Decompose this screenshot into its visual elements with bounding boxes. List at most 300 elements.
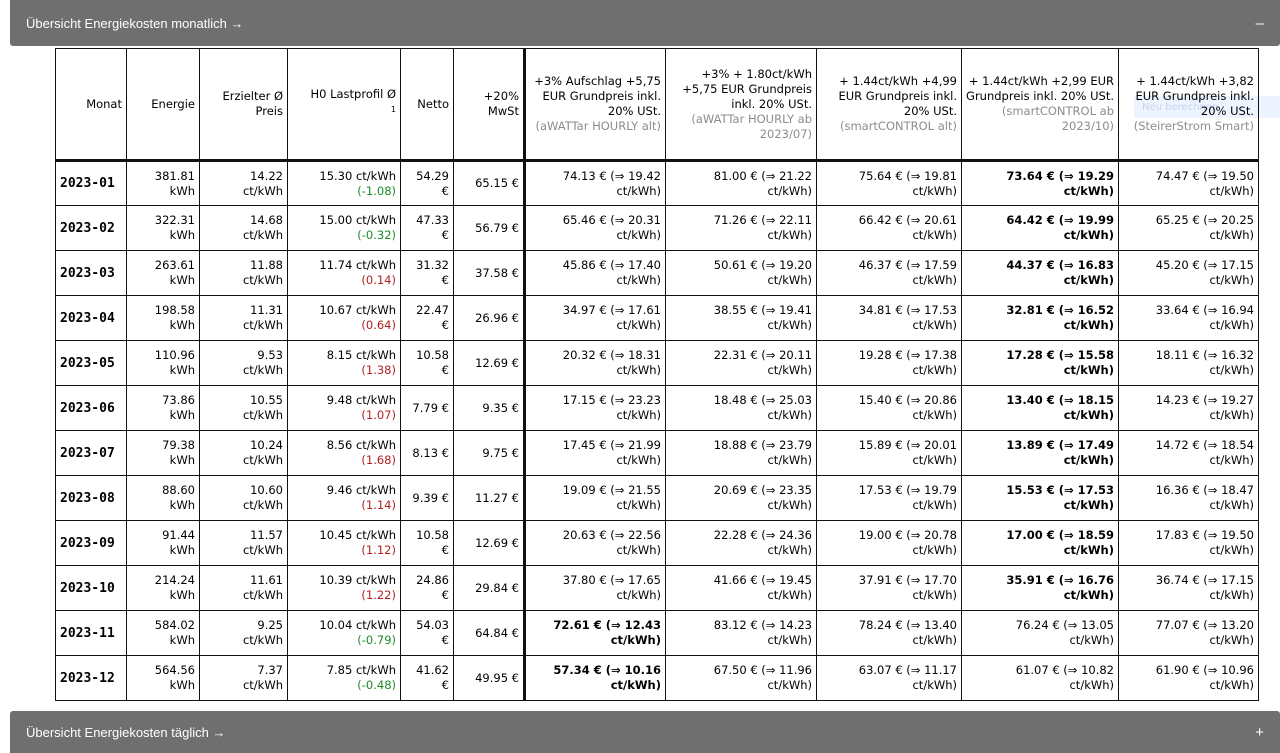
tariff-desc: + 1.44ct/kWh +4,99 EUR Grundpreis inkl. 20% USt. (838, 74, 957, 118)
tariff-cost-cell-value: 13.40 € (⇒ 18.15 (1006, 393, 1114, 407)
netto-cell (401, 566, 454, 611)
h0-value: 7.85 ct/kWh (326, 663, 396, 677)
tariff-cost-cell (962, 341, 1119, 386)
tariff-cost-cell-value: 38.55 € (⇒ 19.41 (713, 303, 812, 317)
tariff-cost-cell-value: 22.28 € (⇒ 24.36 (713, 528, 812, 542)
netto-cell-unit: € (441, 363, 449, 377)
tariff-cost-cell-value: 67.50 € (⇒ 11.96 (713, 663, 812, 677)
energy-cell-value: 214.24 (154, 573, 195, 587)
price-cell (200, 161, 288, 206)
tariff-cost-cell (666, 341, 817, 386)
energy-cell-value: 263.61 (154, 258, 195, 272)
tariff-cost-cell (666, 656, 817, 701)
netto-cell (401, 341, 454, 386)
col-header-netto: Netto (401, 49, 454, 161)
price-cell (200, 431, 288, 476)
h0-delta: (1.07) (361, 408, 396, 422)
tariff-cost-cell-value: 22.31 € (⇒ 20.11 (713, 348, 812, 362)
table-row (56, 296, 1259, 341)
price-cell-unit: ct/kWh (242, 678, 283, 692)
tariff-cost-cell-value: 45.86 € (⇒ 17.40 (562, 258, 661, 272)
tariff-cost-cell-unit: ct/kWh) (1063, 228, 1114, 242)
mwst-cell: 37.58 € (454, 251, 525, 296)
table-row (56, 251, 1259, 296)
energy-cell-unit: kWh (169, 183, 195, 198)
netto-cell-value: 31.32 (416, 258, 449, 272)
tariff-cost-cell-value: 77.07 € (⇒ 13.20 (1155, 618, 1254, 632)
tariff-name: (aWATTar HOURLY ab 2023/07) (691, 111, 812, 141)
tariff-cost-cell-value: 81.00 € (⇒ 21.22 (713, 168, 812, 183)
h0-cell (288, 206, 401, 251)
tariff-cost-cell-unit: ct/kWh) (1063, 408, 1114, 422)
mwst-cell: 56.79 € (454, 206, 525, 251)
h0-label: H0 Lastprofil Ø (310, 87, 396, 102)
table-row (56, 611, 1259, 656)
month-cell: 2023-02 (56, 206, 127, 251)
tariff-cost-cell (525, 656, 666, 701)
tariff-cost-cell-value: 65.25 € (⇒ 20.25 (1155, 213, 1254, 227)
tariff-cost-cell-unit: ct/kWh) (616, 498, 661, 512)
tariff-cost-cell-unit: ct/kWh) (1209, 228, 1254, 242)
mwst-cell: 9.75 € (454, 431, 525, 476)
tariff-cost-cell-value: 57.34 € (⇒ 10.16 (553, 663, 661, 677)
h0-value: 11.74 ct/kWh (319, 258, 396, 272)
h0-value: 10.67 ct/kWh (319, 303, 396, 317)
tariff-cost-cell (525, 611, 666, 656)
daily-overview-title[interactable]: Übersicht Energiekosten täglich → (26, 724, 226, 740)
tariff-cost-cell-unit: ct/kWh) (616, 588, 661, 602)
monthly-cost-table (55, 48, 1259, 701)
col-header-tariff (525, 49, 666, 161)
tariff-cost-cell (525, 296, 666, 341)
energy-cell-value: 79.38 (162, 438, 195, 452)
netto-cell-value: 24.86 (416, 573, 449, 587)
tariff-cost-cell (666, 476, 817, 521)
price-cell (200, 476, 288, 521)
daily-overview-header[interactable] (10, 711, 1280, 753)
netto-cell-unit: € (441, 318, 449, 332)
netto-cell (401, 521, 454, 566)
tariff-cost-cell-unit: ct/kWh) (912, 228, 957, 242)
tariff-cost-cell-value: 64.42 € (⇒ 19.99 (1006, 213, 1114, 227)
tariff-cost-cell-unit: ct/kWh) (1063, 363, 1114, 377)
tariff-cost-cell-value: 18.88 € (⇒ 23.79 (713, 438, 812, 452)
energy-cell-unit: kWh (169, 588, 195, 602)
tariff-cost-cell-unit: ct/kWh) (1063, 453, 1114, 467)
tariff-cost-cell (666, 386, 817, 431)
tariff-cost-cell-value: 33.64 € (⇒ 16.94 (1155, 303, 1254, 317)
col-header-tariff (1119, 49, 1259, 161)
tariff-cost-cell-unit: ct/kWh) (1209, 678, 1254, 692)
tariff-cost-cell (666, 206, 817, 251)
netto-cell-unit: € (441, 543, 449, 557)
netto-cell-unit: € (441, 273, 449, 287)
tariff-cost-cell (666, 521, 817, 566)
h0-value: 8.15 ct/kWh (326, 348, 396, 362)
tariff-cost-cell-value: 15.89 € (⇒ 20.01 (858, 438, 957, 452)
tariff-desc: +3% Aufschlag +5,75 EUR Grundpreis inkl. 20% USt. (534, 74, 661, 118)
tariff-cost-cell-unit: ct/kWh) (616, 183, 661, 198)
h0-value: 10.04 ct/kWh (319, 618, 396, 632)
tariff-cost-cell-value: 44.37 € (⇒ 16.83 (1006, 258, 1114, 272)
expand-icon[interactable]: + (1255, 723, 1264, 741)
col-header-h0 (288, 49, 401, 161)
tariff-cost-cell-value: 19.28 € (⇒ 17.38 (858, 348, 957, 362)
tariff-cost-cell-value: 75.64 € (⇒ 19.81 (858, 168, 957, 183)
energy-cell-value: 73.86 (162, 393, 195, 407)
tariff-cost-cell (1119, 611, 1259, 656)
tariff-cost-cell (525, 251, 666, 296)
tariff-cost-cell (666, 161, 817, 206)
energy-cell-unit: kWh (169, 678, 195, 692)
price-cell-value: 10.60 (250, 483, 283, 497)
h0-cell (288, 476, 401, 521)
tariff-cost-cell-unit: ct/kWh) (767, 678, 812, 692)
netto-cell-value: 54.29 (416, 168, 449, 183)
tariff-cost-cell (666, 251, 817, 296)
tariff-cost-cell-unit: ct/kWh) (767, 183, 812, 198)
table-row (56, 476, 1259, 521)
netto-cell-value: 10.58 (416, 348, 449, 362)
h0-cell (288, 656, 401, 701)
col-header-preis: Erzielter Ø Preis (200, 49, 288, 161)
tariff-cost-cell-value: 34.97 € (⇒ 17.61 (562, 303, 661, 317)
tariff-cost-cell (666, 611, 817, 656)
tariff-cost-cell-value: 72.61 € (⇒ 12.43 (553, 618, 661, 632)
h0-value: 10.39 ct/kWh (319, 573, 396, 587)
price-cell-value: 11.31 (250, 303, 283, 317)
tariff-cost-cell-unit: ct/kWh) (767, 363, 812, 377)
netto-cell-unit: € (441, 633, 449, 647)
tariff-cost-cell-unit: ct/kWh) (1209, 183, 1254, 198)
mwst-cell: 12.69 € (454, 521, 525, 566)
tariff-cost-cell (817, 611, 962, 656)
netto-cell (401, 251, 454, 296)
tariff-cost-cell-unit: ct/kWh) (616, 318, 661, 332)
tariff-cost-cell (525, 566, 666, 611)
price-cell-unit: ct/kWh (242, 318, 283, 332)
collapse-icon[interactable]: – (1255, 14, 1264, 32)
tariff-cost-cell-value: 20.32 € (⇒ 18.31 (562, 348, 661, 362)
mwst-cell: 12.69 € (454, 341, 525, 386)
h0-delta: (-1.08) (357, 183, 396, 198)
price-cell-unit: ct/kWh (242, 633, 283, 647)
tariff-cost-cell (1119, 386, 1259, 431)
tariff-cost-cell-unit: ct/kWh) (912, 183, 957, 198)
h0-delta: (0.64) (361, 318, 396, 332)
energy-cell (127, 341, 200, 386)
h0-delta: (1.68) (361, 453, 396, 467)
energy-cell (127, 611, 200, 656)
mwst-cell: 9.35 € (454, 386, 525, 431)
price-cell-value: 9.25 (257, 618, 283, 632)
tariff-cost-cell-unit: ct/kWh) (616, 408, 661, 422)
table-header-row (56, 49, 1259, 161)
tariff-cost-cell (817, 521, 962, 566)
month-cell: 2023-11 (56, 611, 127, 656)
tariff-cost-cell (1119, 161, 1259, 206)
tariff-cost-cell (817, 476, 962, 521)
tariff-cost-cell (1119, 431, 1259, 476)
tariff-cost-cell-value: 19.09 € (⇒ 21.55 (562, 483, 661, 497)
price-cell-unit: ct/kWh (242, 183, 283, 198)
tariff-cost-cell-unit: ct/kWh) (767, 273, 812, 287)
tariff-name: (aWATTar HOURLY alt) (535, 119, 661, 133)
tariff-cost-cell (1119, 251, 1259, 296)
price-cell-unit: ct/kWh (242, 453, 283, 467)
table-row (56, 656, 1259, 701)
tariff-cost-cell-unit: ct/kWh) (767, 498, 812, 512)
tariff-cost-cell (525, 521, 666, 566)
col-header-tariff (962, 49, 1119, 161)
price-cell-value: 10.55 (250, 393, 283, 407)
tariff-cost-cell-value: 45.20 € (⇒ 17.15 (1155, 258, 1254, 272)
netto-cell-unit: € (441, 588, 449, 602)
tariff-cost-cell-value: 32.81 € (⇒ 16.52 (1006, 303, 1114, 317)
price-cell-unit: ct/kWh (242, 408, 283, 422)
h0-delta: (-0.79) (357, 633, 396, 647)
energy-cell-value: 381.81 (154, 168, 195, 183)
tariff-cost-cell (666, 431, 817, 476)
tariff-cost-cell-unit: ct/kWh) (1063, 318, 1114, 332)
tariff-cost-cell (1119, 566, 1259, 611)
tariff-cost-cell-value: 17.28 € (⇒ 15.58 (1006, 348, 1114, 362)
netto-cell-value: 41.62 (416, 663, 449, 677)
tariff-cost-cell-unit: ct/kWh) (1063, 543, 1114, 557)
h0-delta: (1.22) (361, 588, 396, 602)
energy-cell (127, 476, 200, 521)
h0-value: 15.30 ct/kWh (319, 168, 396, 183)
h0-value: 9.46 ct/kWh (326, 483, 396, 497)
tariff-cost-cell (525, 206, 666, 251)
price-cell (200, 206, 288, 251)
tariff-cost-cell-unit: ct/kWh) (912, 363, 957, 377)
h0-value: 8.56 ct/kWh (326, 438, 396, 452)
netto-cell-unit: € (441, 678, 449, 692)
netto-cell (401, 656, 454, 701)
tariff-cost-cell-unit: ct/kWh) (616, 363, 661, 377)
price-cell-unit: ct/kWh (242, 228, 283, 242)
tariff-cost-cell-value: 46.37 € (⇒ 17.59 (858, 258, 957, 272)
price-cell-unit: ct/kWh (242, 588, 283, 602)
tariff-cost-cell-unit: ct/kWh) (616, 543, 661, 557)
tariff-cost-cell-unit: ct/kWh) (767, 408, 812, 422)
tariff-cost-cell-unit: ct/kWh) (912, 453, 957, 467)
tariff-cost-cell (525, 386, 666, 431)
tariff-cost-cell-unit: ct/kWh) (767, 453, 812, 467)
tariff-cost-cell-value: 74.47 € (⇒ 19.50 (1155, 168, 1254, 183)
col-header-energie: Energie (127, 49, 200, 161)
energy-cell (127, 656, 200, 701)
tariff-cost-cell-unit: ct/kWh) (1063, 273, 1114, 287)
tariff-cost-cell (525, 341, 666, 386)
tariff-cost-cell-unit: ct/kWh) (912, 543, 957, 557)
tariff-cost-cell-unit: ct/kWh) (616, 228, 661, 242)
month-cell: 2023-01 (56, 161, 127, 206)
tariff-name: (smartCONTROL alt) (839, 119, 957, 133)
energy-cell-value: 91.44 (162, 528, 195, 542)
monthly-overview-title[interactable]: Übersicht Energiekosten monatlich → (26, 15, 244, 31)
tariff-cost-cell (962, 296, 1119, 341)
price-cell-value: 9.53 (257, 348, 283, 362)
tariff-cost-cell (817, 341, 962, 386)
tariff-cost-cell-value: 73.64 € (⇒ 19.29 (1006, 168, 1114, 183)
tariff-cost-cell-unit: ct/kWh) (1063, 183, 1114, 198)
netto-cell (401, 296, 454, 341)
recalculate-button[interactable]: Neu berechnen (1134, 96, 1280, 118)
h0-delta: (-0.48) (357, 678, 396, 692)
tariff-cost-cell-unit: ct/kWh) (1069, 678, 1114, 692)
energy-cell-unit: kWh (169, 273, 195, 287)
table-row (56, 521, 1259, 566)
price-cell-value: 11.57 (250, 528, 283, 542)
tariff-cost-cell (1119, 521, 1259, 566)
tariff-cost-cell-unit: ct/kWh) (610, 678, 661, 692)
tariff-cost-cell-unit: ct/kWh) (1209, 543, 1254, 557)
netto-cell (401, 611, 454, 656)
h0-cell (288, 566, 401, 611)
mwst-cell: 49.95 € (454, 656, 525, 701)
table-row (56, 431, 1259, 476)
tariff-cost-cell (962, 521, 1119, 566)
tariff-cost-cell-value: 14.72 € (⇒ 18.54 (1155, 438, 1254, 452)
h0-delta: (1.14) (361, 498, 396, 512)
energy-cell-unit: kWh (169, 228, 195, 242)
table-row (56, 161, 1259, 206)
tariff-cost-cell-unit: ct/kWh) (1063, 498, 1114, 512)
h0-value: 10.45 ct/kWh (319, 528, 396, 542)
monthly-overview-header[interactable] (10, 0, 1280, 46)
h0-cell (288, 431, 401, 476)
tariff-cost-cell-value: 17.53 € (⇒ 19.79 (858, 483, 957, 497)
tariff-cost-cell-value: 20.69 € (⇒ 23.35 (713, 483, 812, 497)
tariff-cost-cell (962, 656, 1119, 701)
tariff-cost-cell-unit: ct/kWh) (912, 273, 957, 287)
h0-delta: (1.38) (361, 363, 396, 377)
h0-footnote: 1 (390, 105, 396, 115)
month-cell: 2023-06 (56, 386, 127, 431)
table-row (56, 206, 1259, 251)
tariff-cost-cell-unit: ct/kWh) (767, 543, 812, 557)
tariff-cost-cell-value: 35.91 € (⇒ 16.76 (1006, 573, 1114, 587)
tariff-cost-cell (817, 566, 962, 611)
tariff-cost-cell-value: 18.48 € (⇒ 25.03 (713, 393, 812, 407)
tariff-cost-cell-unit: ct/kWh) (616, 453, 661, 467)
tariff-cost-cell (1119, 341, 1259, 386)
tariff-cost-cell (1119, 206, 1259, 251)
price-cell-value: 14.68 (250, 213, 283, 227)
netto-cell-unit: € (441, 183, 449, 198)
energy-cell-unit: kWh (169, 543, 195, 557)
mwst-cell: 65.15 € (454, 161, 525, 206)
mwst-cell: 26.96 € (454, 296, 525, 341)
tariff-cost-cell (962, 251, 1119, 296)
tariff-cost-cell-value: 41.66 € (⇒ 19.45 (713, 573, 812, 587)
netto-cell-value: 9.39 € (412, 490, 449, 505)
price-cell (200, 296, 288, 341)
h0-value: 9.48 ct/kWh (326, 393, 396, 407)
month-cell: 2023-09 (56, 521, 127, 566)
tariff-cost-cell-value: 37.80 € (⇒ 17.65 (562, 573, 661, 587)
price-cell-value: 11.88 (250, 258, 283, 272)
table-row (56, 341, 1259, 386)
netto-cell-value: 8.13 € (412, 445, 449, 460)
price-cell-unit: ct/kWh (242, 363, 283, 377)
tariff-cost-cell-unit: ct/kWh) (610, 633, 661, 647)
tariff-cost-cell (525, 431, 666, 476)
month-cell: 2023-04 (56, 296, 127, 341)
tariff-cost-cell (962, 386, 1119, 431)
tariff-cost-cell (962, 476, 1119, 521)
netto-cell-value: 54.03 (416, 618, 449, 632)
tariff-cost-cell (817, 296, 962, 341)
month-cell: 2023-03 (56, 251, 127, 296)
tariff-cost-cell-unit: ct/kWh) (616, 273, 661, 287)
tariff-cost-cell (817, 656, 962, 701)
tariff-cost-cell-value: 17.83 € (⇒ 19.50 (1155, 528, 1254, 542)
tariff-cost-cell-unit: ct/kWh) (1209, 588, 1254, 602)
tariff-cost-cell (666, 566, 817, 611)
h0-delta: (0.14) (361, 273, 396, 287)
price-cell (200, 341, 288, 386)
mwst-cell: 11.27 € (454, 476, 525, 521)
tariff-cost-cell-unit: ct/kWh) (1209, 453, 1254, 467)
netto-cell-unit: € (441, 228, 449, 242)
tariff-cost-cell-unit: ct/kWh) (767, 588, 812, 602)
price-cell (200, 611, 288, 656)
tariff-cost-cell (817, 206, 962, 251)
tariff-cost-cell-unit: ct/kWh) (912, 318, 957, 332)
price-cell-value: 11.61 (250, 573, 283, 587)
col-header-tariff (817, 49, 962, 161)
month-cell: 2023-08 (56, 476, 127, 521)
tariff-cost-cell-unit: ct/kWh) (1063, 588, 1114, 602)
col-header-tariff (666, 49, 817, 161)
tariff-cost-cell-unit: ct/kWh) (1069, 633, 1114, 647)
h0-cell (288, 251, 401, 296)
tariff-cost-cell (962, 206, 1119, 251)
tariff-cost-cell-value: 18.11 € (⇒ 16.32 (1155, 348, 1254, 362)
tariff-cost-cell-unit: ct/kWh) (1209, 498, 1254, 512)
tariff-cost-cell (525, 476, 666, 521)
price-cell-unit: ct/kWh (242, 498, 283, 512)
netto-cell (401, 431, 454, 476)
month-cell: 2023-10 (56, 566, 127, 611)
tariff-cost-cell (817, 431, 962, 476)
tariff-cost-cell (525, 161, 666, 206)
price-cell (200, 656, 288, 701)
table-row (56, 386, 1259, 431)
h0-cell (288, 161, 401, 206)
tariff-cost-cell-unit: ct/kWh) (912, 633, 957, 647)
energy-cell (127, 386, 200, 431)
tariff-cost-cell-value: 83.12 € (⇒ 14.23 (713, 618, 812, 632)
energy-cell (127, 206, 200, 251)
h0-delta: (-0.32) (357, 228, 396, 242)
energy-cell (127, 431, 200, 476)
tariff-cost-cell-value: 74.13 € (⇒ 19.42 (562, 168, 661, 183)
tariff-cost-cell (666, 296, 817, 341)
tariff-cost-cell-value: 61.90 € (⇒ 10.96 (1155, 663, 1254, 677)
energy-cell-value: 322.31 (154, 213, 195, 227)
price-cell-value: 7.37 (257, 663, 283, 677)
energy-cell-unit: kWh (169, 498, 195, 512)
energy-cell (127, 161, 200, 206)
energy-cell-unit: kWh (169, 363, 195, 377)
price-cell-unit: ct/kWh (242, 273, 283, 287)
energy-cell-unit: kWh (169, 453, 195, 467)
energy-cell-value: 198.58 (154, 303, 195, 317)
